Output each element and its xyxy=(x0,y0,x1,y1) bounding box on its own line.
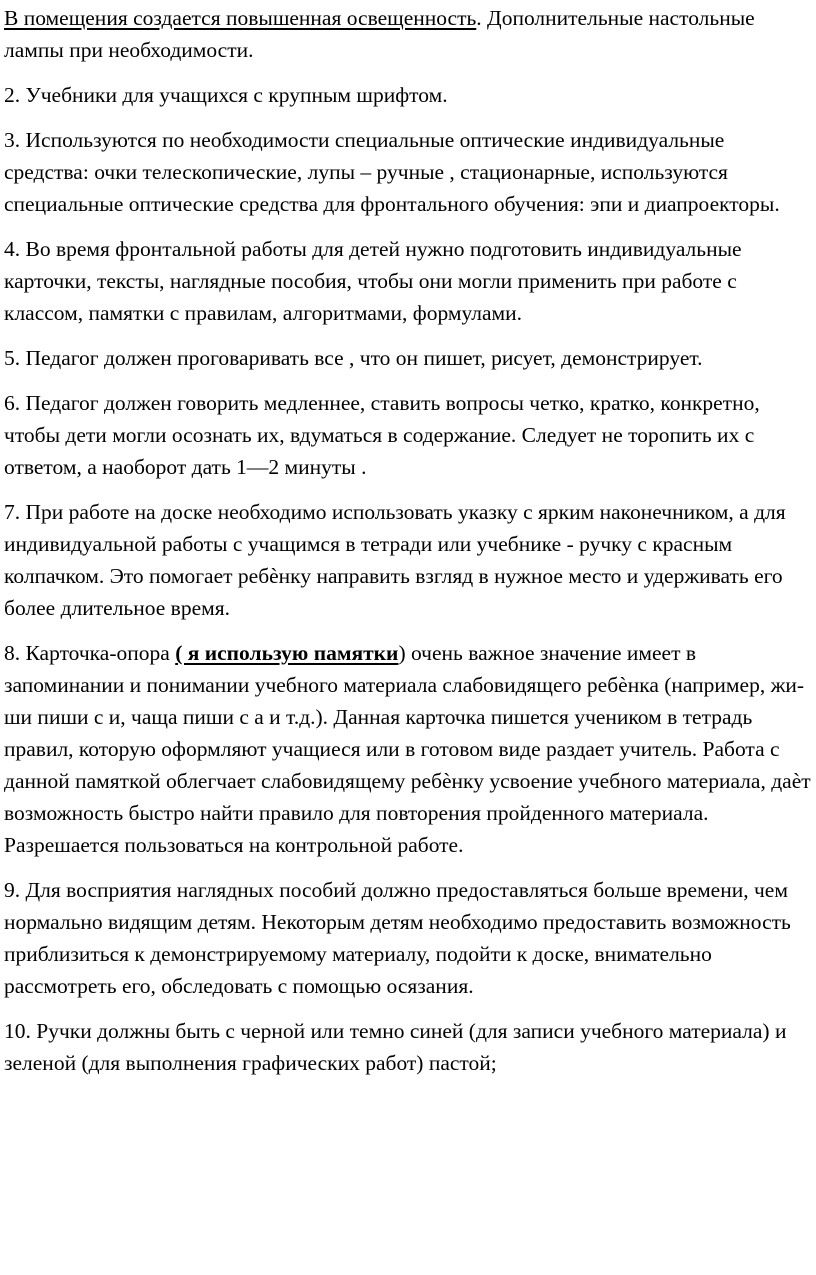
paragraph-item-9: 9. Для восприятия наглядных пособий должно предоставляться больше времени, чем нормально видящим детям. Некоторым детям необходимо предоставить возможность приблизиться к демонстрируемому материалу, подойти к доске, внимательно рассмотреть его, обследовать с помощью осязания. xyxy=(4,878,791,998)
paragraph-item-10: 10. Ручки должны быть с черной или темно синей (для записи учебного материала) и зеленой (для выполнения графических работ) пастой; xyxy=(4,1019,787,1075)
paragraph-item-8 xyxy=(4,637,814,861)
paragraph-text: . Дополнительные настольные лампы при необходимости. xyxy=(4,6,755,62)
underlined-phrase: В помещения создается повышенная освещенность xyxy=(4,6,477,30)
paragraph-item-3: 3. Используются по необходимости специальные оптические индивидуальные средства: очки телескопические, лупы – ручные , стационарные, используются специальные оптические средства для фронтального обучения: эпи и диапроекторы. xyxy=(4,128,780,216)
paragraph-item-7: 7. При работе на доске необходимо использовать указку с ярким наконечником, а для индивидуальной работы с учащимся в тетради или учебнике - ручку с красным колпачком. Это помогает ребѐнку направить взгляд в нужное место и удерживать его более длительное время. xyxy=(4,500,786,620)
paragraph-item-5: 5. Педагог должен проговаривать все , что он пишет, рисует, демонстрирует. xyxy=(4,346,703,370)
paragraph-lighting xyxy=(4,2,814,66)
paragraph-item-2: 2. Учебники для учащихся с крупным шрифтом. xyxy=(4,83,448,107)
bold-underlined-phrase: ( я использую памятки xyxy=(175,641,399,665)
paragraph-text: ) очень важное значение имеет в запоминании и понимании учебного материала слабовидящего ребѐнка (например, жи-ши пиши с и, чаща пиши с а и т.д.). Данная карточка пишется учеником в тетрадь правил, которую оформляют учащиеся или в готовом виде раздает учитель. Работа с данной памяткой облегчает слабовидящему ребѐнку усвоение учебного материала, даѐт возможность быстро найти правило для повторения пройденного материала. Разрешается пользоваться на контрольной работе. xyxy=(4,641,811,857)
paragraph-text: 8. Карточка-опора xyxy=(4,641,176,665)
paragraph-item-6: 6. Педагог должен говорить медленнее, ставить вопросы четко, кратко, конкретно, чтобы дети могли осознать их, вдуматься в содержание. Следует не торопить их с ответом, а наоборот дать 1—2 минуты . xyxy=(4,391,760,479)
paragraph-item-4: 4. Во время фронтальной работы для детей нужно подготовить индивидуальные карточки, тексты, наглядные пособия, чтобы они могли применить при работе с классом, памятки с правилам, алгоритмами, формулами. xyxy=(4,237,742,325)
document-page xyxy=(4,0,814,1092)
